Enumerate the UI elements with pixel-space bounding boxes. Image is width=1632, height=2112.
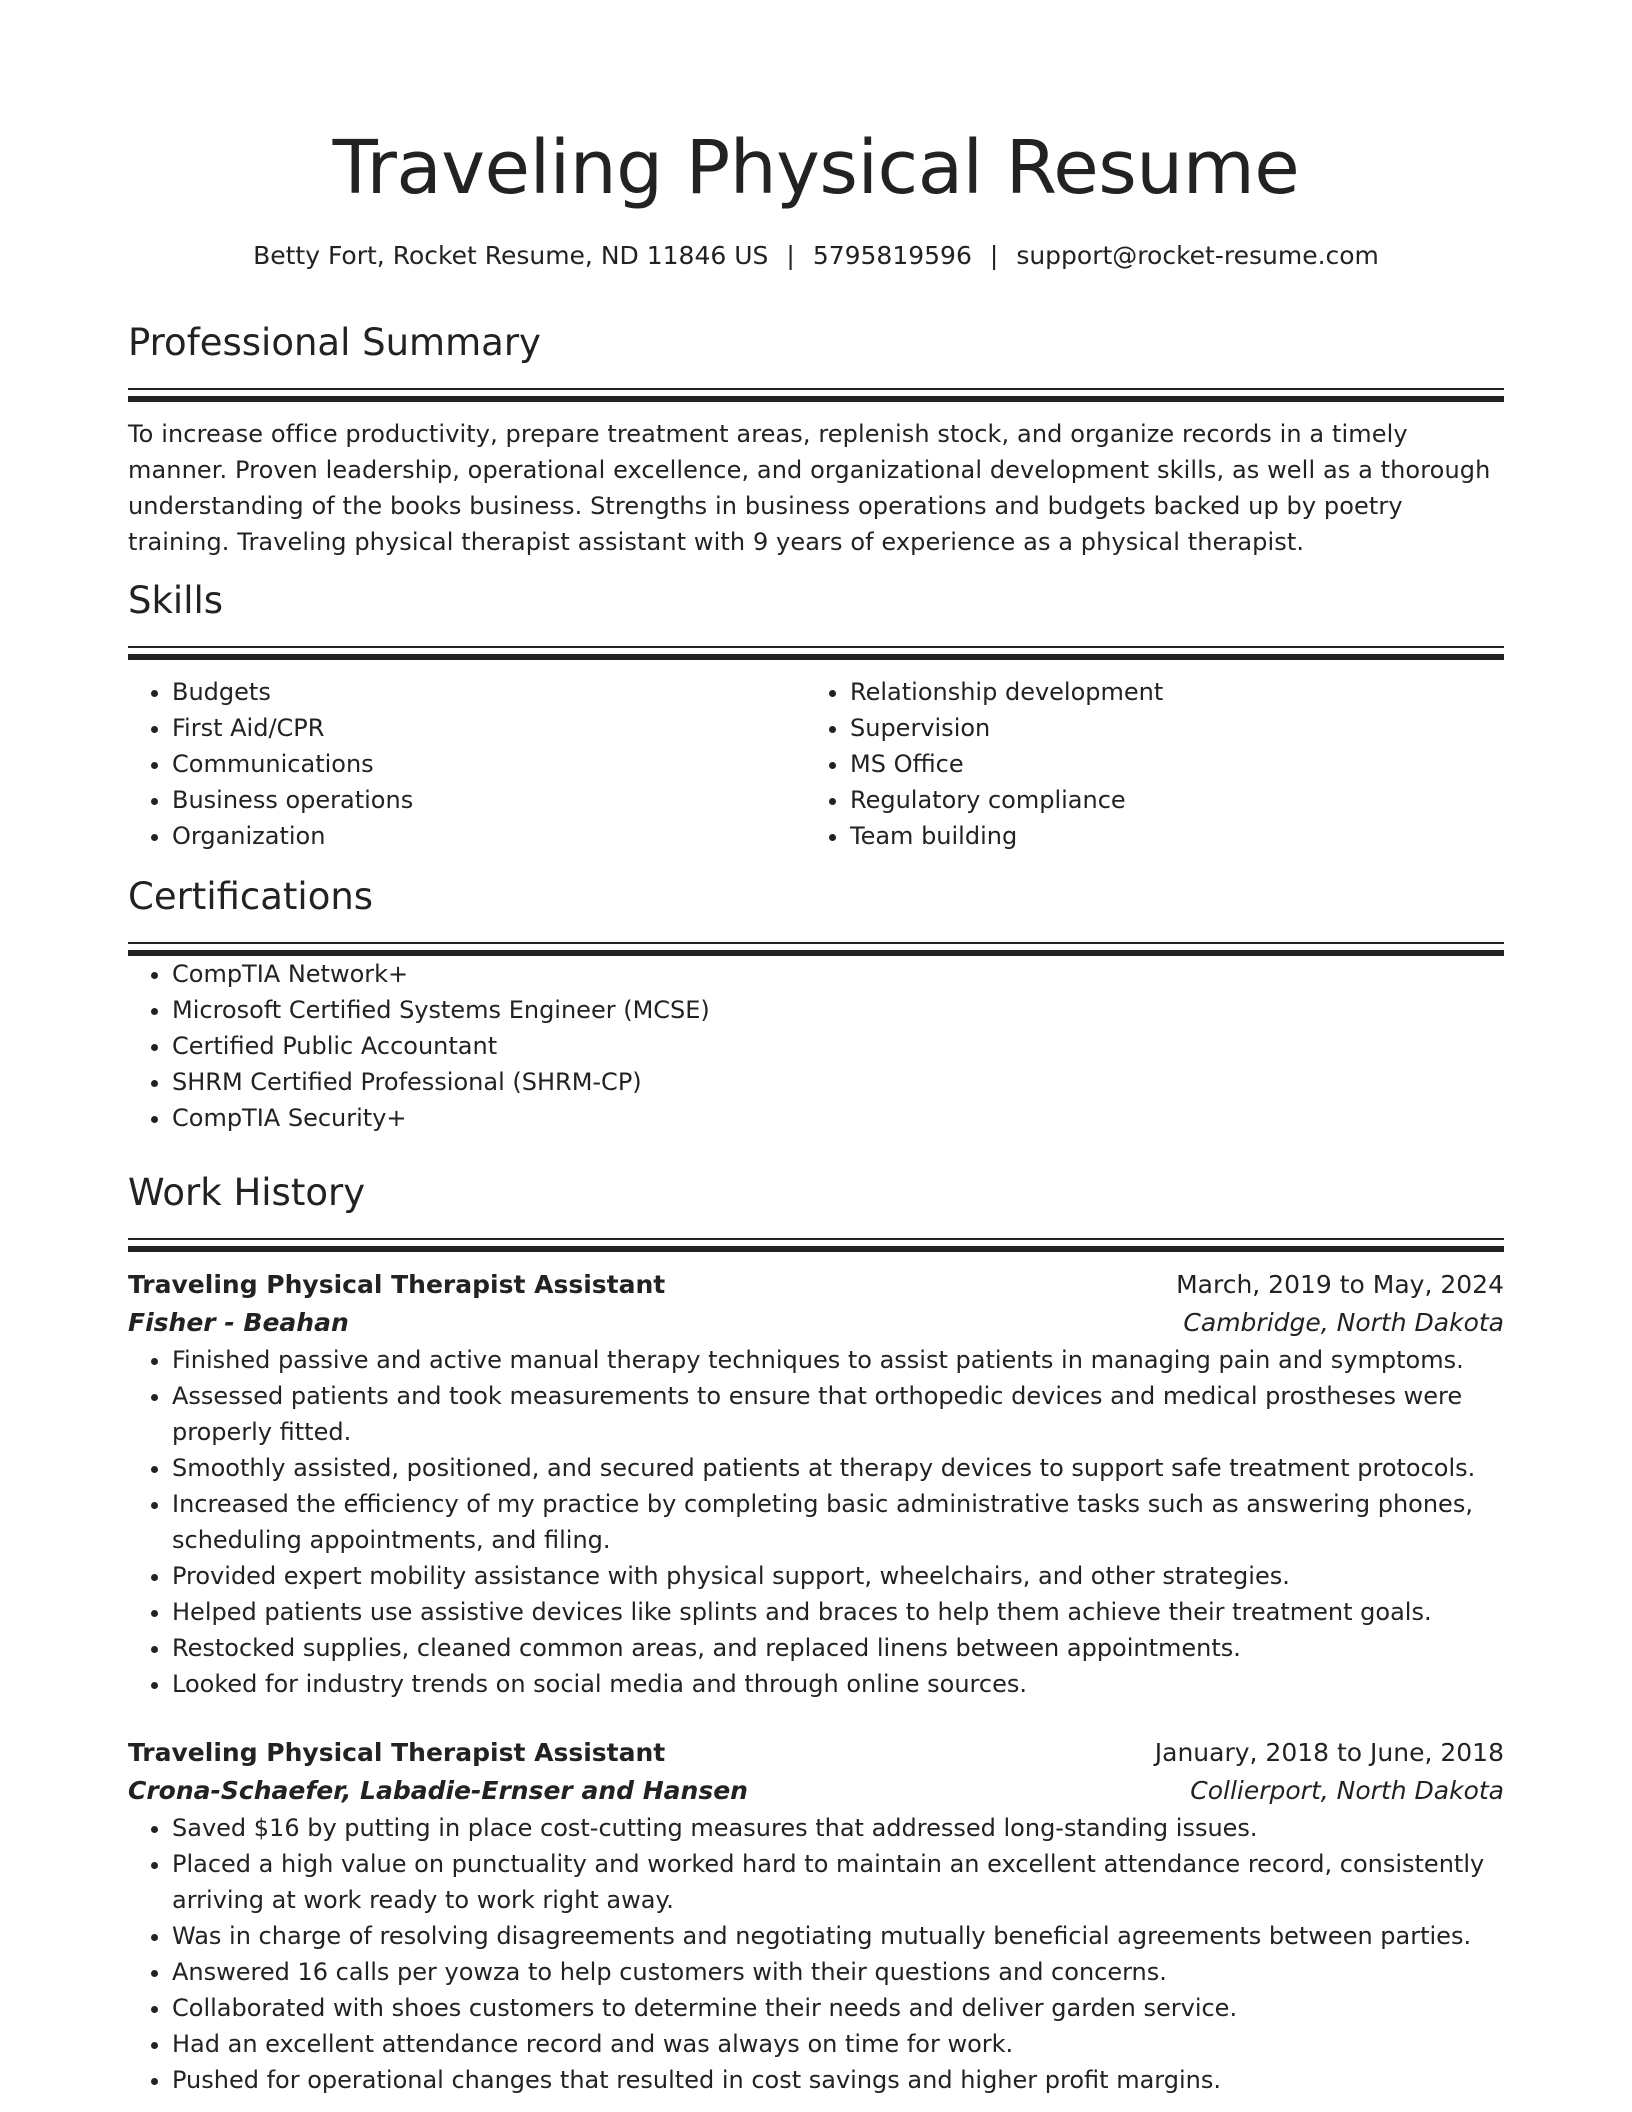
skills-list-right xyxy=(806,674,1484,854)
contact-line xyxy=(128,238,1504,274)
job-duty: • Saved $16 by putting in place cost-cutting measures that addressed long-standing issues. xyxy=(172,1810,1504,1846)
summary-text: To increase office productivity, prepare treatment areas, replenish stock, and organize records in a timely manner. Proven leadership, operational excellence, and organizational development skills, as well as a thorough understanding of the books business. Strengths in business operations and budgets backed up by poetry training. Traveling physical therapist assistant with 9 years of experience as a physical therapist. xyxy=(128,420,1491,556)
job-location: Collierport, North Dakota xyxy=(1190,1776,1504,1805)
skill-item: • Supervision xyxy=(850,710,1484,746)
skill-item: • Relationship development xyxy=(850,674,1484,710)
job-duty: • Restocked supplies, cleaned common areas, and replaced linens between appointments. xyxy=(172,1630,1504,1666)
job-duty: • Increased the efficiency of my practice by completing basic administrative tasks such as answering phones, scheduling appointments, and filing. xyxy=(172,1486,1504,1558)
job-company: Fisher - Beahan xyxy=(128,1308,349,1337)
job-title: Traveling Physical Therapist Assistant xyxy=(128,1270,666,1299)
job-entry xyxy=(128,1734,1504,2098)
job-subheader xyxy=(128,1772,1504,1810)
skill-item: • Business operations xyxy=(172,782,806,818)
skill-item: • Organization xyxy=(172,818,806,854)
skills-columns xyxy=(128,674,1504,854)
section-divider xyxy=(128,1238,1504,1240)
contact-address: Betty Fort, Rocket Resume, ND 11846 US xyxy=(253,241,769,270)
skill-item: • Regulatory compliance xyxy=(850,782,1484,818)
section-heading-certifications: Certifications xyxy=(128,875,374,918)
job-dates: January, 2018 to June, 2018 xyxy=(1154,1738,1504,1767)
job-title: Traveling Physical Therapist Assistant xyxy=(128,1738,666,1767)
resume-title: Traveling Physical Resume xyxy=(332,125,1300,211)
job-company: Crona-Schaefer, Labadie-Ernser and Hansen xyxy=(128,1776,748,1805)
contact-email: support@rocket-resume.com xyxy=(1016,241,1379,270)
job-duty: • Answered 16 calls per yowza to help customers with their questions and concerns. xyxy=(172,1954,1504,1990)
contact-phone: 5795819596 xyxy=(812,241,972,270)
certification-item: • Certified Public Accountant xyxy=(172,1028,1504,1064)
job-duties-list xyxy=(128,1810,1504,2098)
certification-item: • CompTIA Network+ xyxy=(172,956,1504,992)
job-duty: • Placed a high value on punctuality and worked hard to maintain an excellent attendance record, consistently arriving at work ready to work right away. xyxy=(172,1846,1504,1918)
job-duty: • Collaborated with shoes customers to determine their needs and deliver garden service. xyxy=(172,1990,1504,2026)
job-duties-list xyxy=(128,1342,1504,1702)
section-divider xyxy=(128,388,1504,390)
job-duty: • Helped patients use assistive devices like splints and braces to help them achieve their treatment goals. xyxy=(172,1594,1504,1630)
job-duty: • Had an excellent attendance record and was always on time for work. xyxy=(172,2026,1504,2062)
certifications-list xyxy=(128,956,1504,1136)
job-header xyxy=(128,1734,1504,1772)
skill-item: • First Aid/CPR xyxy=(172,710,806,746)
section-divider xyxy=(128,942,1504,944)
section-divider xyxy=(128,396,1504,402)
section-divider xyxy=(128,654,1504,660)
job-duty: • Finished passive and active manual therapy techniques to assist patients in managing pain and symptoms. xyxy=(172,1342,1504,1378)
section-heading-work-history: Work History xyxy=(128,1171,366,1214)
job-entry xyxy=(128,1266,1504,1702)
skills-section xyxy=(128,576,1504,854)
job-duty: • Provided expert mobility assistance with physical support, wheelchairs, and other strategies. xyxy=(172,1558,1504,1594)
section-divider xyxy=(128,646,1504,648)
job-location: Cambridge, North Dakota xyxy=(1183,1308,1504,1337)
contact-separator: | xyxy=(989,241,999,270)
job-duty: • Was in charge of resolving disagreements and negotiating mutually beneficial agreements between parties. xyxy=(172,1918,1504,1954)
job-header xyxy=(128,1266,1504,1304)
job-dates: March, 2019 to May, 2024 xyxy=(1176,1270,1504,1299)
job-duty: • Looked for industry trends on social media and through online sources. xyxy=(172,1666,1504,1702)
section-heading-summary: Professional Summary xyxy=(128,321,541,364)
skills-column-left xyxy=(128,674,806,854)
summary-section xyxy=(128,318,1504,560)
job-subheader xyxy=(128,1304,1504,1342)
job-duty: • Assessed patients and took measurements to ensure that orthopedic devices and medical prostheses were properly fitted. xyxy=(172,1378,1504,1450)
certification-item: • CompTIA Security+ xyxy=(172,1100,1504,1136)
skill-item: • Budgets xyxy=(172,674,806,710)
skills-column-right xyxy=(806,674,1484,854)
certification-item: • Microsoft Certified Systems Engineer (MCSE) xyxy=(172,992,1504,1028)
job-duty: • Pushed for operational changes that resulted in cost savings and higher profit margins. xyxy=(172,2062,1504,2098)
contact-separator: | xyxy=(786,241,795,270)
section-divider xyxy=(128,1246,1504,1252)
skill-item: • Team building xyxy=(850,818,1484,854)
skill-item: • MS Office xyxy=(850,746,1484,782)
section-heading-skills: Skills xyxy=(128,579,224,622)
skills-list-left xyxy=(128,674,806,854)
skill-item: • Communications xyxy=(172,746,806,782)
job-duty: • Smoothly assisted, positioned, and secured patients at therapy devices to support safe treatment protocols. xyxy=(172,1450,1504,1486)
certifications-section xyxy=(128,872,1504,1136)
certification-item: • SHRM Certified Professional (SHRM-CP) xyxy=(172,1064,1504,1100)
work-history-section xyxy=(128,1168,1504,2098)
